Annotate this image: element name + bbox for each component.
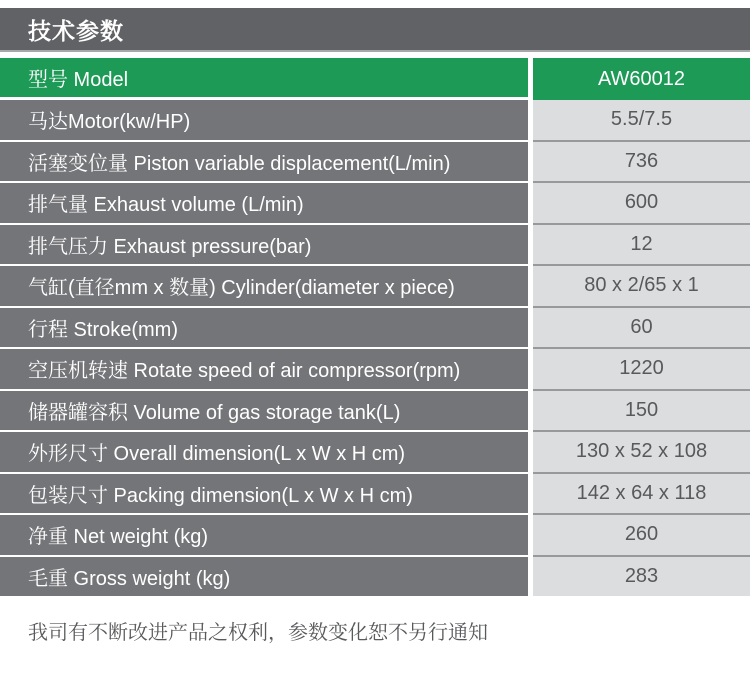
disclaimer-note: 我司有不断改进产品之权利，参数变化恕不另行通知: [28, 622, 488, 644]
table-row: [0, 100, 750, 142]
model-header-label: 型号 Model: [0, 58, 528, 100]
table-row: [0, 515, 750, 557]
spec-value: 260: [533, 515, 750, 557]
spec-value: 5.5/7.5: [533, 100, 750, 142]
spec-label: 包装尺寸 Packing dimension(L x W x H cm): [0, 474, 528, 516]
table-row: [0, 308, 750, 350]
table-row: [0, 225, 750, 267]
spec-label: 行程 Stroke(mm): [0, 308, 528, 350]
spec-value: 1220: [533, 349, 750, 391]
spec-label: 排气量 Exhaust volume (L/min): [0, 183, 528, 225]
table-row: [0, 349, 750, 391]
table-row: [0, 391, 750, 433]
table-row: [0, 266, 750, 308]
model-header-value: AW60012: [533, 58, 750, 100]
table-row: [0, 142, 750, 184]
table-row: [0, 474, 750, 516]
spec-label: 储器罐容积 Volume of gas storage tank(L): [0, 391, 528, 433]
spec-rows: [0, 100, 750, 598]
spec-label: 毛重 Gross weight (kg): [0, 557, 528, 599]
table-row: [0, 557, 750, 599]
spec-label: 净重 Net weight (kg): [0, 515, 528, 557]
spec-label: 外形尺寸 Overall dimension(L x W x H cm): [0, 432, 528, 474]
spec-value: 283: [533, 557, 750, 599]
section-title-bar: [0, 8, 750, 52]
spec-label: 空压机转速 Rotate speed of air compressor(rpm): [0, 349, 528, 391]
spec-label: 活塞变位量 Piston variable displacement(L/min): [0, 142, 528, 184]
spec-value: 150: [533, 391, 750, 433]
table-row: [0, 432, 750, 474]
spec-value: 736: [533, 142, 750, 184]
page-title: 技术参数: [28, 17, 124, 44]
spec-value: 60: [533, 308, 750, 350]
spec-label: 马达Motor(kw/HP): [0, 100, 528, 142]
spec-label: 排气压力 Exhaust pressure(bar): [0, 225, 528, 267]
spec-label: 气缸(直径mm x 数量) Cylinder(diameter x piece): [0, 266, 528, 308]
table-row: [0, 183, 750, 225]
spec-value: 142 x 64 x 118: [533, 474, 750, 516]
spec-value: 80 x 2/65 x 1: [533, 266, 750, 308]
spec-table: [0, 58, 750, 598]
spec-value: 12: [533, 225, 750, 267]
spec-value: 130 x 52 x 108: [533, 432, 750, 474]
table-header-row: [0, 58, 750, 100]
spec-value: 600: [533, 183, 750, 225]
